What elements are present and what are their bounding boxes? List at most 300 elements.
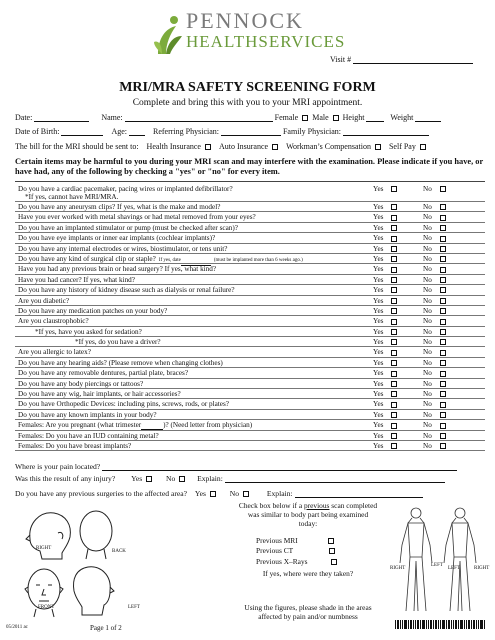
surgeries-label: Do you have any previous surgeries to the affected area? [15, 489, 187, 498]
question-row [15, 275, 485, 285]
no-option [423, 212, 448, 222]
no-checkbox[interactable] [440, 308, 446, 314]
no-checkbox[interactable] [440, 443, 446, 449]
no-checkbox[interactable] [440, 350, 446, 356]
yes-option [373, 420, 399, 430]
health-insurance-label: Health Insurance [146, 142, 201, 151]
body-left-label-2: LEFT [448, 566, 460, 571]
logo-text-bottom: HEALTHSERVICES [186, 32, 346, 51]
pain-field[interactable] [102, 463, 457, 471]
no-label: No [423, 400, 432, 409]
question-label: Do you have any history of kidney disease such as dialysis or renal failure? [18, 286, 235, 295]
no-label: No [423, 327, 432, 336]
auto-insurance-checkbox[interactable] [272, 144, 278, 150]
yes-label: Yes [373, 275, 384, 284]
yes-checkbox[interactable] [391, 360, 397, 366]
visit-label: Visit # [330, 55, 352, 64]
yes-checkbox[interactable] [391, 308, 397, 314]
question-text [18, 389, 181, 399]
no-checkbox[interactable] [440, 267, 446, 273]
yes-label: Yes [373, 379, 384, 388]
question-text [18, 379, 143, 389]
no-label: No [423, 265, 432, 274]
yes-label: Yes [373, 358, 384, 367]
body-right-label: RIGHT [390, 566, 406, 571]
question-label: Have you had any previous brain or head surgery? If yes, what kind? [18, 265, 217, 274]
previous-emphasis: previous [303, 501, 330, 510]
surgeries-no-checkbox[interactable] [243, 491, 249, 497]
previous-mri-checkbox[interactable] [328, 538, 334, 544]
question-text [18, 347, 91, 357]
yes-checkbox[interactable] [391, 433, 397, 439]
question-label: Do you have eye implants or inner ear implants (cochlear implants)? [18, 234, 216, 243]
question-row [15, 182, 485, 202]
yes-label: Yes [373, 441, 384, 450]
question-label: Females: Are you pregnant (what trimester [18, 421, 142, 430]
no-checkbox[interactable] [440, 412, 446, 418]
footer-date: 05/2011 ac [6, 625, 28, 630]
yes-label: Yes [373, 223, 384, 232]
yes-checkbox[interactable] [391, 329, 397, 335]
no-checkbox[interactable] [440, 236, 446, 242]
yes-checkbox[interactable] [391, 186, 397, 192]
surgeries-no-label: No [229, 489, 240, 498]
question-row [15, 399, 485, 409]
surgeries-explain-label: Explain: [266, 489, 293, 498]
question-label: Do you have any wig, hair implants, or hair accessories? [18, 390, 181, 399]
question-label: Do you have any internal electrodes or wires, biostimulator, or tens unit? [18, 244, 228, 253]
no-checkbox[interactable] [440, 433, 446, 439]
no-checkbox[interactable] [440, 287, 446, 293]
question-row [15, 212, 485, 222]
scan-intro-text: Check box below if a previous scan completed was similar to body part being examined today: [238, 501, 378, 528]
yes-option [373, 327, 399, 337]
yes-checkbox[interactable] [391, 298, 397, 304]
question-text [18, 358, 223, 368]
age-field[interactable] [129, 128, 145, 136]
page-subtitle: Complete and bring this with you to your MRI appointment. [132, 98, 363, 108]
yes-option [373, 316, 399, 326]
date-field[interactable] [34, 114, 89, 122]
yes-option [373, 358, 399, 368]
yes-label: Yes [373, 369, 384, 378]
question-text [18, 410, 157, 420]
no-option [423, 327, 448, 337]
no-label: No [423, 369, 432, 378]
question-row [15, 202, 485, 212]
dob-field[interactable] [61, 128, 103, 136]
female-checkbox[interactable] [302, 115, 308, 121]
previous-ct-row [256, 546, 337, 555]
yes-checkbox[interactable] [391, 256, 397, 262]
yes-label: Yes [373, 286, 384, 295]
previous-ct-checkbox[interactable] [329, 548, 335, 554]
yes-label: Yes [373, 317, 384, 326]
name-field[interactable] [125, 114, 273, 122]
question-row [15, 233, 485, 243]
no-label: No [423, 223, 432, 232]
no-option [423, 337, 448, 347]
yes-checkbox[interactable] [391, 267, 397, 273]
yes-label: Yes [373, 400, 384, 409]
no-option [423, 399, 448, 409]
yes-option [373, 202, 399, 212]
date-label: Date: [15, 113, 33, 122]
health-insurance-checkbox[interactable] [205, 144, 211, 150]
yes-checkbox[interactable] [391, 204, 397, 210]
question-label: Females: Do you have breast implants? [18, 441, 132, 450]
yes-option [373, 431, 399, 441]
self-pay-label: Self Pay [388, 142, 416, 151]
surgeries-yes-label: Yes [194, 489, 206, 498]
yes-option [373, 254, 399, 264]
yes-label: Yes [373, 254, 384, 263]
question-row [15, 379, 485, 389]
no-checkbox[interactable] [440, 186, 446, 192]
yes-checkbox[interactable] [391, 236, 397, 242]
body-figures[interactable] [388, 505, 490, 617]
yes-checkbox[interactable] [391, 277, 397, 283]
no-checkbox[interactable] [440, 329, 446, 335]
previous-xray-checkbox[interactable] [331, 559, 337, 565]
question-label: Do you have Orthopedic Devices: including pins, screws, rods, or plates? [18, 400, 229, 409]
male-checkbox[interactable] [333, 115, 339, 121]
yes-checkbox[interactable] [391, 402, 397, 408]
question-label: Are you allergic to latex? [18, 348, 91, 357]
dob-label: Date of Birth: [15, 127, 60, 136]
question-label: Do you have any hearing aids? (Please remove when changing clothes) [18, 358, 223, 367]
self-pay-checkbox[interactable] [420, 144, 426, 150]
surgeries-yes-checkbox[interactable] [210, 491, 216, 497]
yes-label: Yes [373, 431, 384, 440]
previous-ct-label: Previous CT [256, 546, 294, 555]
yes-label: Yes [373, 390, 384, 399]
page-title: MRI/MRA SAFETY SCREENING FORM [119, 80, 376, 95]
question-text [18, 212, 256, 222]
question-row [15, 285, 485, 295]
no-checkbox[interactable] [440, 298, 446, 304]
yes-option [373, 306, 399, 316]
question-text [18, 233, 215, 243]
question-row [15, 254, 485, 264]
yes-label: Yes [373, 338, 384, 347]
no-checkbox[interactable] [440, 423, 446, 429]
previous-mri-row [256, 536, 336, 545]
question-row [15, 431, 485, 441]
no-label: No [423, 213, 432, 222]
head-right-label: RIGHT [36, 546, 52, 551]
no-option [423, 306, 448, 316]
question-row [15, 316, 485, 326]
no-option [423, 316, 448, 326]
body-back-figure [444, 508, 476, 611]
yes-checkbox[interactable] [391, 391, 397, 397]
surgeries-explain-field[interactable] [295, 490, 423, 498]
scan-where: If yes, where were they taken? [262, 569, 354, 578]
question-text [35, 327, 142, 337]
warning-text: Certain items may be harmful to you during your MRI scan and may interfere with the examination. Please indicate if you have, or have had, any of the following by checking a "yes" or "no" for every item. [15, 157, 484, 176]
bill-label: The bill for the MRI should be sent to: [15, 142, 139, 151]
question-label: Have you ever worked with metal shavings or had metal removed from your eyes? [18, 213, 256, 222]
yes-option [373, 379, 399, 389]
info-row-3 [15, 142, 428, 151]
question-text [18, 202, 220, 212]
no-label: No [423, 296, 432, 305]
surgeries-row [15, 489, 423, 498]
pregnancy-note: )? (Need letter from physician) [163, 421, 253, 430]
previous-mri-label: Previous MRI [256, 536, 298, 545]
yes-label: Yes [373, 234, 384, 243]
yes-label: Yes [373, 348, 384, 357]
question-text [18, 244, 228, 254]
no-checkbox[interactable] [440, 339, 446, 345]
question-label: *If yes, do you have a driver? [75, 338, 161, 347]
shade-instructions: Using the figures, please shade in the areas affected by pain and/or numbness [244, 603, 372, 621]
question-row [15, 410, 485, 420]
workman-label: Workman’s Compensation [286, 142, 371, 151]
injury-no-label: No [165, 474, 176, 483]
no-checkbox[interactable] [440, 225, 446, 231]
yes-label: Yes [373, 203, 384, 211]
weight-label: Weight [390, 113, 414, 122]
no-label: No [423, 431, 432, 440]
no-option [423, 275, 448, 285]
yes-option [373, 233, 399, 243]
question-text [18, 223, 238, 233]
no-option [423, 431, 448, 441]
no-label: No [423, 244, 432, 253]
family-field[interactable] [343, 128, 429, 136]
yes-checkbox[interactable] [391, 350, 397, 356]
question-text [18, 316, 89, 326]
yes-option [373, 264, 399, 274]
injury-no-checkbox[interactable] [179, 476, 185, 482]
yes-label: Yes [373, 327, 384, 336]
workman-checkbox[interactable] [375, 144, 381, 150]
info-row-2 [15, 127, 429, 136]
question-row [15, 368, 485, 378]
no-option [423, 410, 448, 420]
question-text [18, 420, 252, 430]
question-label: Do you have any body piercings or tattoos? [18, 379, 144, 388]
injury-label: Was this the result of any injury? [15, 474, 116, 483]
yes-checkbox[interactable] [391, 339, 397, 345]
head-right-side-figure [26, 513, 70, 559]
yes-option [373, 244, 399, 254]
head-back-label: BACK [112, 549, 126, 554]
height-field[interactable] [366, 114, 384, 122]
question-label: Females: Do you have an IUD containing metal? [18, 431, 159, 440]
head-left-label: LEFT [128, 605, 140, 610]
questions-table [15, 181, 485, 451]
no-checkbox[interactable] [440, 277, 446, 283]
female-label: Female [274, 113, 299, 122]
no-checkbox[interactable] [440, 204, 446, 210]
body-front-figure [400, 508, 432, 611]
question-text [18, 441, 131, 451]
staple-note: (must be implanted more than 6 weeks ago.) [213, 257, 303, 263]
question-label: Do you have any removable dentures, partial plate, braces? [18, 369, 189, 378]
head-front-label: FRONT [38, 605, 55, 610]
no-option [423, 244, 448, 254]
question-row [15, 306, 485, 316]
injury-yes-label: Yes [131, 474, 143, 483]
name-label: Name: [101, 113, 123, 122]
question-text [75, 337, 161, 347]
question-row [15, 327, 485, 337]
yes-label: Yes [373, 213, 384, 222]
question-text [18, 296, 69, 306]
question-text [18, 399, 229, 409]
question-label: *If yes, have you asked for sedation? [35, 327, 142, 336]
auto-insurance-label: Auto Insurance [218, 142, 269, 151]
yes-option [373, 212, 399, 222]
yes-label: Yes [373, 421, 384, 430]
head-figures[interactable] [18, 505, 118, 625]
no-label: No [423, 348, 432, 357]
no-option [423, 389, 448, 399]
no-option [423, 254, 448, 264]
body-left-label-1: LEFT [431, 563, 443, 568]
yes-label: Yes [373, 410, 384, 419]
no-option [423, 184, 448, 194]
yes-label: Yes [373, 265, 384, 274]
question-row [15, 420, 485, 430]
question-label: Are you claustrophobic? [18, 317, 89, 326]
pain-label: Where is your pain located? [15, 462, 101, 471]
yes-label: Yes [373, 306, 384, 315]
no-checkbox[interactable] [440, 256, 446, 262]
no-option [423, 379, 448, 389]
referring-field[interactable] [221, 128, 281, 136]
no-checkbox[interactable] [440, 246, 446, 252]
yes-option [373, 296, 399, 306]
no-option [423, 358, 448, 368]
question-row [15, 244, 485, 254]
no-option [423, 420, 448, 430]
no-option [423, 285, 448, 295]
question-label: Have you had cancer? If yes, what kind? [18, 275, 135, 284]
no-option [423, 296, 448, 306]
yes-option [373, 337, 399, 347]
no-label: No [423, 317, 432, 326]
yes-checkbox[interactable] [391, 225, 397, 231]
yes-option [373, 410, 399, 420]
logo-text-top: PENNOCK [186, 8, 304, 33]
no-checkbox[interactable] [440, 371, 446, 377]
injury-row [15, 474, 445, 483]
no-checkbox[interactable] [440, 215, 446, 221]
no-label: No [423, 203, 432, 211]
yes-checkbox[interactable] [391, 423, 397, 429]
yes-checkbox[interactable] [391, 319, 397, 325]
question-text [18, 431, 159, 441]
no-checkbox[interactable] [440, 319, 446, 325]
question-text [18, 275, 135, 285]
question-row [15, 441, 485, 451]
visit-number-field[interactable] [353, 56, 473, 64]
no-label: No [423, 306, 432, 315]
injury-explain-field[interactable] [225, 475, 445, 483]
previous-xray-row [256, 557, 339, 566]
yes-label: Yes [373, 185, 384, 193]
question-label: Do you have any kind of surgical clip or staple? [18, 254, 156, 263]
info-row-1 [15, 113, 441, 122]
yes-option [373, 285, 399, 295]
injury-yes-checkbox[interactable] [146, 476, 152, 482]
no-option [423, 368, 448, 378]
question-label: Do you have an implanted stimulator or pump (must be checked after scan)? [18, 223, 238, 232]
question-label: Are you diabetic? [18, 296, 70, 305]
weight-field[interactable] [415, 114, 441, 122]
question-row [15, 223, 485, 233]
no-option [423, 233, 448, 243]
no-checkbox[interactable] [440, 381, 446, 387]
trimester-field[interactable] [141, 424, 163, 430]
no-checkbox[interactable] [440, 391, 446, 397]
yes-label: Yes [373, 244, 384, 253]
no-option [423, 264, 448, 274]
question-row [15, 337, 485, 347]
leaf-logo-icon [152, 14, 184, 58]
yes-checkbox[interactable] [391, 412, 397, 418]
yes-option [373, 275, 399, 285]
no-label: No [423, 275, 432, 284]
male-label: Male [312, 113, 329, 122]
no-option [423, 441, 448, 451]
yes-option [373, 441, 399, 451]
previous-xray-label: Previous X–Rays [256, 557, 308, 566]
yes-checkbox[interactable] [391, 443, 397, 449]
question-label: Do you have any known implants in your body? [18, 410, 157, 419]
no-label: No [423, 286, 432, 295]
question-row [15, 296, 485, 306]
staple-date-label: If yes, date [158, 257, 181, 263]
question-row [15, 347, 485, 357]
yes-label: Yes [373, 296, 384, 305]
no-label: No [423, 338, 432, 347]
age-label: Age: [111, 127, 127, 136]
question-label: Do you have a cardiac pacemaker, pacing wires or implanted defibrillator? [18, 185, 233, 193]
logo [150, 8, 350, 60]
no-label: No [423, 185, 432, 193]
yes-checkbox[interactable] [391, 215, 397, 221]
question-text [18, 285, 235, 295]
yes-option [373, 368, 399, 378]
no-label: No [423, 358, 432, 367]
yes-option [373, 399, 399, 409]
no-label: No [423, 254, 432, 263]
no-checkbox[interactable] [440, 402, 446, 408]
yes-checkbox[interactable] [391, 381, 397, 387]
question-row [15, 389, 485, 399]
yes-checkbox[interactable] [391, 246, 397, 252]
no-option [423, 347, 448, 357]
question-label: Do you have any aneurysm clips? If yes, what is the make and model? [18, 203, 221, 211]
question-subnote: *If yes, cannot have MRI/MRA. [25, 193, 119, 201]
yes-option [373, 223, 399, 233]
height-label: Height [342, 113, 365, 122]
question-label: Do you have any medication patches on your body? [18, 306, 168, 315]
barcode-icon [395, 620, 487, 632]
yes-checkbox[interactable] [391, 371, 397, 377]
question-row [15, 264, 485, 274]
yes-checkbox[interactable] [391, 287, 397, 293]
yes-option [373, 347, 399, 357]
referring-label: Referring Physician: [153, 127, 219, 136]
no-checkbox[interactable] [440, 360, 446, 366]
no-label: No [423, 410, 432, 419]
